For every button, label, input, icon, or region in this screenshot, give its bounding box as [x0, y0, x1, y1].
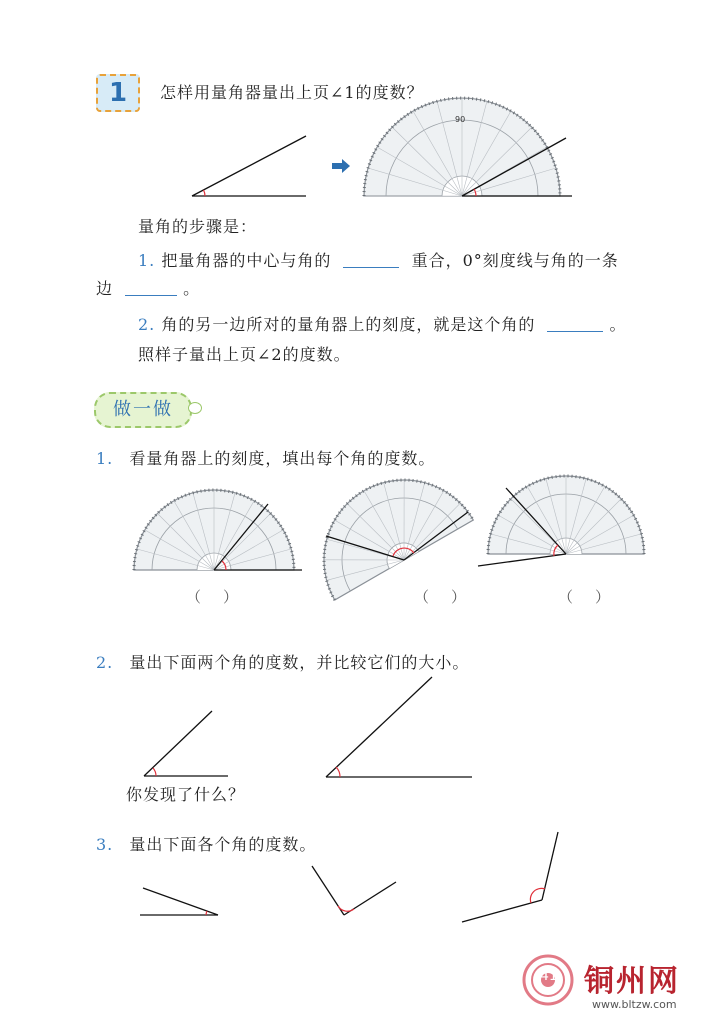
practice-1-number: 1.	[96, 449, 114, 468]
example-number: 1	[108, 78, 128, 108]
watermark-name: 铜州网	[584, 964, 680, 999]
angle-q2-b	[326, 677, 472, 777]
answer-paren-b[interactable]: （）	[414, 588, 489, 606]
practice-tag	[94, 392, 192, 428]
angle-q3-a	[140, 888, 218, 915]
practice-2	[96, 650, 469, 673]
watermark-url: www.bltzw.com	[592, 998, 677, 1011]
practice-3-text: 量出下面各个角的度数。	[129, 835, 317, 854]
practice-title: 做一做	[113, 399, 173, 420]
example-question: 怎样用量角器量出上页∠1的度数？	[160, 83, 424, 102]
answer-blank[interactable]	[343, 267, 399, 268]
example-angle	[192, 136, 306, 196]
protractor-b	[295, 451, 474, 600]
steps-title: 量角的步骤是：	[138, 217, 258, 236]
step-1	[138, 248, 619, 271]
practice-3	[96, 832, 316, 855]
step-1-text-a: 把量角器的中心与角的	[161, 251, 332, 270]
step-1-number: 1.	[138, 251, 156, 270]
practice-1	[96, 446, 435, 469]
angle-q3-b	[312, 866, 396, 915]
practice-2-prompt: 你发现了什么？	[126, 785, 246, 804]
step-2-text-b: 。	[609, 315, 627, 334]
practice-2-number: 2.	[96, 653, 114, 672]
protractor-c	[478, 476, 644, 566]
arrow-right-icon	[332, 159, 350, 173]
answer-paren-c[interactable]: （）	[558, 588, 633, 606]
answer-paren-a[interactable]: （）	[186, 588, 261, 606]
follow-up-text: 照样子量出上页∠2的度数。	[138, 345, 351, 364]
answer-blank[interactable]	[547, 331, 603, 332]
practice-tag-bubble	[188, 402, 202, 414]
step-2	[138, 312, 626, 335]
page-number: 41	[540, 968, 558, 984]
step-2-text-a: 角的另一边所对的量角器上的刻度，就是这个角的	[161, 315, 536, 334]
angle-q2-a	[144, 711, 228, 776]
step-1-cont	[96, 276, 200, 299]
step-2-number: 2.	[138, 315, 156, 334]
protractor-a	[134, 490, 302, 570]
protractor-label: 90	[455, 115, 466, 124]
practice-3-number: 3.	[96, 835, 114, 854]
protractor-example	[364, 98, 572, 196]
step-1-text-b: 重合，0°刻度线与角的一条	[411, 251, 619, 270]
practice-2-text: 量出下面两个角的度数，并比较它们的大小。	[129, 653, 470, 672]
step-1-text-d: 。	[183, 279, 201, 298]
practice-1-text: 看量角器上的刻度，填出每个角的度数。	[129, 449, 436, 468]
answer-blank[interactable]	[125, 295, 177, 296]
angle-q3-c	[462, 832, 558, 922]
step-1-text-c: 边	[96, 279, 114, 298]
